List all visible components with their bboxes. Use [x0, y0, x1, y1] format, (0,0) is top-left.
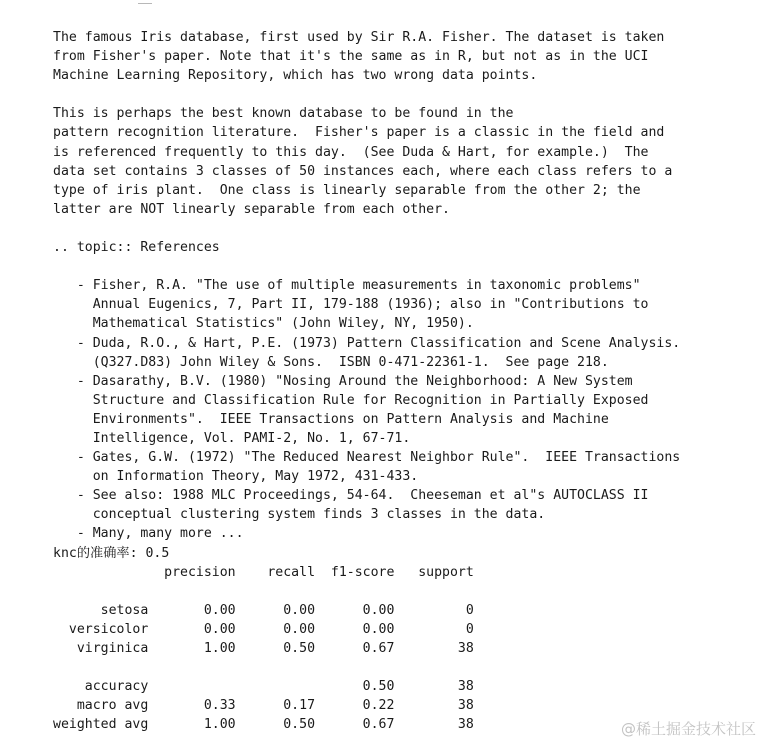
output-line: is referenced frequently to this day. (See Duda & Hart, for example.) The [53, 144, 649, 160]
output-line [53, 582, 680, 601]
output-line: Machine Learning Repository, which has two wrong data points. [53, 68, 538, 84]
notebook-output-text [53, 28, 680, 734]
output-line: Environments". IEEE Transactions on Pattern Analysis and Machine [53, 411, 609, 427]
output-line: - See also: 1988 MLC Proceedings, 54-64. Cheeseman et al"s AUTOCLASS II [53, 488, 649, 504]
watermark: @稀土掘金技术社区 [620, 720, 756, 738]
output-line: setosa 0.00 0.00 0.00 0 [53, 602, 474, 618]
output-line: latter are NOT linearly separable from each other. [53, 201, 450, 217]
output-line: - Duda, R.O., & Hart, P.E. (1973) Pattern Classification and Scene Analysis. [53, 335, 681, 351]
output-line: versicolor 0.00 0.00 0.00 0 [53, 621, 474, 637]
output-line [53, 257, 680, 276]
output-line: from Fisher's paper. Note that it's the same as in R, but not as in the UCI [53, 49, 649, 65]
output-line: data set contains 3 classes of 50 instances each, where each class refers to a [53, 163, 673, 179]
output-line: This is perhaps the best known database to be found in the [53, 106, 514, 122]
output-line: precision recall f1-score support [53, 564, 474, 580]
output-line [53, 85, 680, 104]
output-line: type of iris plant. One class is linearly separable from the other 2; the [53, 182, 641, 198]
output-line [53, 219, 680, 238]
output-line: virginica 1.00 0.50 0.67 38 [53, 641, 474, 656]
output-line: .. topic:: References [53, 240, 220, 256]
output-line: on Information Theory, May 1972, 431-433. [53, 469, 419, 485]
output-line: pattern recognition literature. Fisher's paper is a classic in the field and [53, 125, 665, 141]
output-line: Intelligence, Vol. PAMI-2, No. 1, 67-71. [53, 430, 411, 446]
scrolled-top-edge [0, 0, 776, 4]
output-line: conceptual clustering system finds 3 classes in the data. [53, 507, 546, 523]
output-line: - Gates, G.W. (1972) "The Reduced Nearest Neighbor Rule". IEEE Transactions [53, 450, 681, 466]
output-line [53, 658, 680, 677]
output-line: Mathematical Statistics" (John Wiley, NY, 1950). [53, 316, 474, 332]
output-line: The famous Iris database, first used by Sir R.A. Fisher. The dataset is taken [53, 30, 665, 45]
output-line: - Dasarathy, B.V. (1980) "Nosing Around the Neighborhood: A New System [53, 373, 633, 389]
output-line: Structure and Classification Rule for Recognition in Partially Exposed [53, 392, 649, 408]
output-line: - Many, many more ... [53, 526, 244, 542]
output-line: weighted avg 1.00 0.50 0.67 38 [53, 717, 474, 733]
output-line: - Fisher, R.A. "The use of multiple measurements in taxonomic problems" [53, 278, 641, 294]
output-line: (Q327.D83) John Wiley & Sons. ISBN 0-471-22361-1. See page 218. [53, 354, 609, 370]
output-line: knc的准确率: 0.5 [53, 545, 170, 561]
clipped-text-fragment [138, 0, 152, 4]
output-line: Annual Eugenics, 7, Part II, 179-188 (1936); also in "Contributions to [53, 297, 649, 313]
output-line: macro avg 0.33 0.17 0.22 38 [53, 698, 474, 714]
output-line: accuracy 0.50 38 [53, 679, 474, 695]
